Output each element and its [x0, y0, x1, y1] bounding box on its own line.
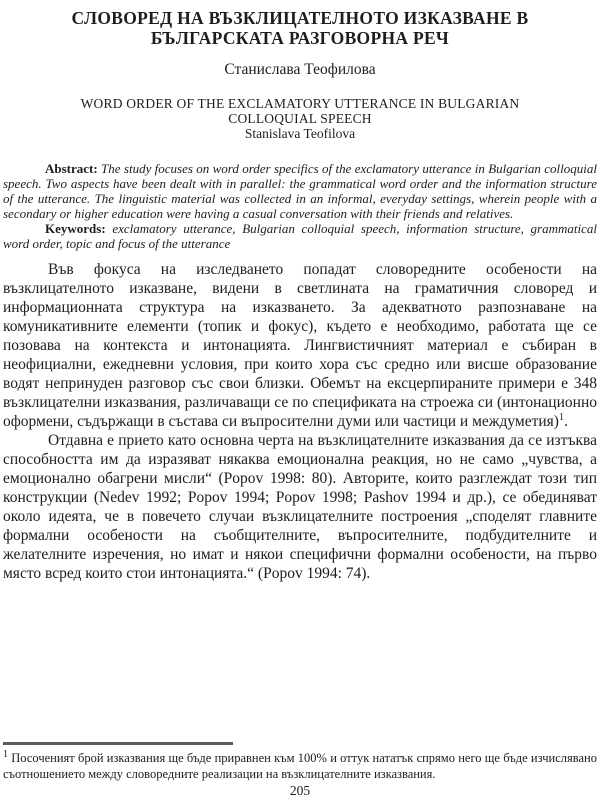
abstract-label: Abstract: — [45, 161, 98, 176]
author-name-bulgarian: Станислава Теофилова — [224, 61, 376, 78]
title-line-1: СЛОВОРЕД НА ВЪЗКЛИЦАТЕЛНОТО ИЗКАЗВАНЕ В — [71, 8, 529, 28]
body-paragraph-2: Отдавна е прието като основна черта на възклицателните изказвания да се изтъква способността им да изразяват някаква емоционална реакция, но не само „чувства, а емоционално обагрени мисли“ (Popov 1998: 80). Авторите, които разглеждат този тип конструкции (Nedev 1992; Popov 1994; Popov 1998; Pashov 1994 и др.), се обединяват около идеята, че в повечето случаи възклицателните построения „споделят главните формални особености на съобщителните, въпросителните, подбудителните и желателните изречения, но имат и някои специфични формални особености, на първо място всред които стои интонацията.“ (Popov 1994: 74). — [3, 432, 597, 582]
body-paragraph-1-text: Във фокуса на изследването попадат словоредните особености на възклицателното изказване, видени в светлината на граматичния словоред и информационната структура на изказването. За адекватното разпознаване на комуникативните елементи (топик и фокус), където е необходимо, работата ще се позовава на контекста и интонацията. Лингвистичният материал е събиран в неофициални, ежедневни условия, при които хора със средно или висше образование водят непринуден разговор със свои близки. Обемът на ексцерпираните примери е 348 възклицателни изказвания, различаващи се по спецификата на строежа си (интонационно оформени, съдържащи в състава си въпросителни думи или частици и междуметия) — [3, 261, 597, 430]
footnote-separator-rule — [3, 742, 233, 745]
footnote-text: Посоченият брой изказвания ще бъде приравнен към 100% и оттук нататък спрямо него ще бъде изчислявано съотношението между словоредните реализации на възклицателните изказвания. — [3, 751, 597, 781]
article-title-english — [3, 96, 597, 126]
footnote-reference-marker: 1 — [558, 411, 564, 423]
article-title-bulgarian — [3, 8, 597, 48]
footnote-number: 1 — [3, 748, 8, 760]
abstract-section — [3, 161, 597, 251]
body-paragraph-1-end: . — [563, 413, 568, 430]
abstract-paragraph — [3, 161, 597, 221]
page-number: 205 — [289, 783, 311, 798]
title-line-2: БЪЛГАРСКАТА РАЗГОВОРНА РЕЧ — [150, 28, 450, 48]
abstract-text: The study focuses on word order specifics of the exclamatory utterance in Bulgarian colloquial speech. Two aspects have been dealt with in parallel: the grammatical word order and the information structure of the utterance. The linguistic material was collected in an informal, everyday settings, wherein people with a secondary or higher education were having a casual conversation with their friends and relatives. — [3, 161, 597, 221]
keywords-paragraph — [3, 221, 597, 251]
article-body — [3, 260, 597, 583]
footnote-text-block — [3, 750, 597, 782]
author-name-english: Stanislava Teofilova — [244, 126, 356, 141]
title-en-line-1: WORD ORDER OF THE EXCLAMATORY UTTERANCE IN BULGARIAN — [80, 96, 520, 111]
title-en-line-2: COLLOQUIAL SPEECH — [228, 111, 372, 126]
keywords-text: exclamatory utterance, Bulgarian colloquial speech, information structure, grammatical word order, topic and focus of the utterance — [3, 221, 597, 251]
keywords-label: Keywords: — [45, 221, 106, 236]
page-footer — [3, 742, 597, 798]
body-paragraph-1 — [3, 260, 597, 431]
